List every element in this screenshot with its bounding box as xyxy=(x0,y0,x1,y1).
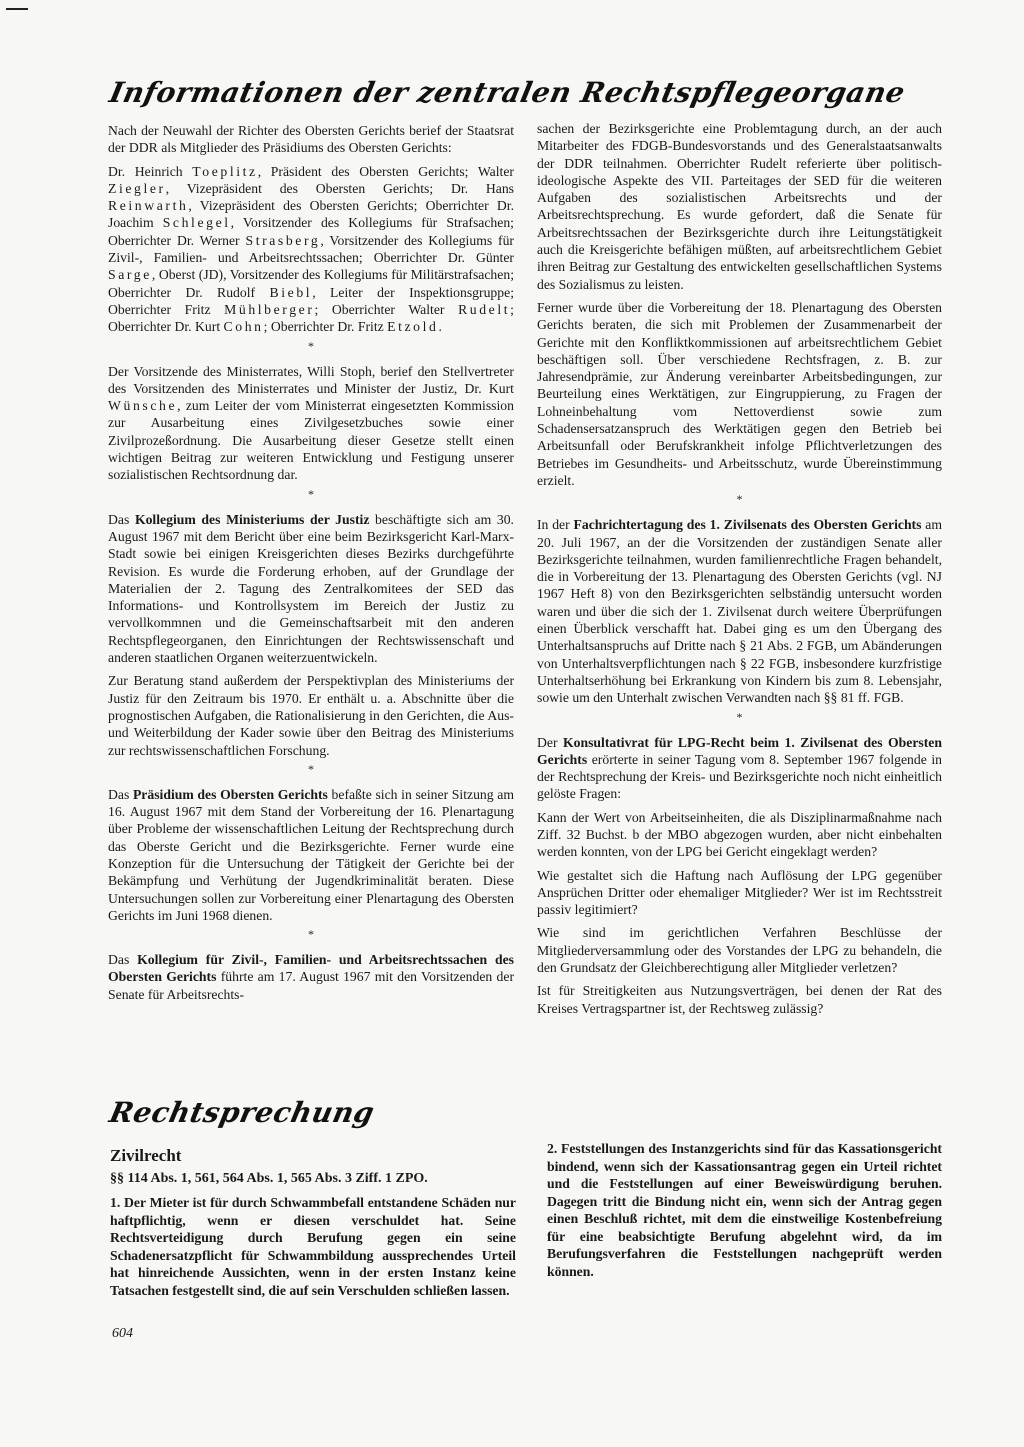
paragraph-plenary-preparation: Ferner wurde über die Vorbereitung der 18. Plenartagung des Obersten Gerichts beraten, die sich mit Problemen der Zusammenarbeit der Gerichte mit den Konfliktkommissionen auf arbeitsrechtlichem Gebiet beschäftigen soll. Über verschiedene Rechtsfragen, z. B. zur Jahresendprämie, zur Änderung vereinbarter Arbeitsbedingungen, zur Beurteilung eines Werktätigen, zur Eingruppierung, zu Fragen der Lohneinbehaltung vom Nettoverdienst sowie zum Schadensersatzanspruch des Werktätigen gegen den Betrieb bei Arbeitsunfall oder Berufskrankheit infolge Pflichtverletzungen des Betriebes im Gesundheits- und Arbeitsschutz, wurde Übereinstimmung erzielt. xyxy=(537,299,942,488)
question-item: Wie gestaltet sich die Haftung nach Auflösung der LPG gegenüber Ansprüchen Dritter oder ehemaliger Mitglieder? Wer ist im Rechtsstreit passiv legitimiert? xyxy=(537,867,942,918)
right-column xyxy=(537,120,942,1017)
paragraph-labour-law-collegium: Das Kollegium für Zivil-, Familien- und Arbeitsrechtssachen des Obersten Gerichts führte am 17. August 1967 mit den Vorsitzenden der Senate für Arbeitsrechts- xyxy=(108,952,515,1002)
ruling-headnote-2: 2. Feststellungen des Instanzgerichts sind für das Kassationsgericht bindend, wenn sich der Kassationsantrag gegen ein Urteil richtet und die Feststellungen auf einer Beweiswürdigung beruhen. Dagegen tritt die Bindung nicht ein, wenn sich der Antrag gegen einen Beschluß richtet, mit dem die einstweilige Kostenbefreiung für eine beabsichtigte Berufung abgelehnt wird, da im Berufungsverfahren die Feststellungen nachgeprüft werden können. xyxy=(547,1141,942,1279)
ruling-statute-references: §§ 114 Abs. 1, 561, 564 Abs. 1, 565 Abs. 3 Ziff. 1 ZPO. xyxy=(110,1171,428,1186)
paragraph-supreme-court-presidium: Das Präsidium des Obersten Gerichts befaßte sich in seiner Sitzung am 16. August 1967 mit dem Stand der Vorbereitung der 16. Plenartagung über Probleme der wissenschaftlichen Leitung der Rechtsprechung durch das Oberste Gericht und die Bezirksgerichte. Ferner wurde eine Konzeption für die Untersuchung der Tätigkeit der Gerichte bei der Bekämpfung und Verhütung der Jugendkriminalität beraten. Diese Untersuchungen sollen zur Vorbereitung einer Plenartagung des Obersten Gerichts im Juni 1968 dienen. xyxy=(108,786,514,923)
section-separator: * xyxy=(736,709,743,724)
question-item: Kann der Wert von Arbeitseinheiten, die als Disziplinarmaßnahme nach Ziff. 32 Buchst. b der MBO abgezogen wurden, aber nicht einbehalten werden konnten, von der LPG bei Gericht eingeklagt werden? xyxy=(537,809,942,860)
question-item: Ist für Streitigkeiten aus Nutzungsverträgen, bei denen der Rat des Kreises Vertragspartner ist, der Rechtsweg zulässig? xyxy=(537,983,942,1016)
section-separator: * xyxy=(736,492,743,507)
left-column xyxy=(108,122,514,1003)
ruling-subtitle: Zivilrecht xyxy=(110,1146,182,1165)
paragraph-perspective-plan: Zur Beratung stand außerdem der Perspektivplan des Ministeriums der Justiz für den Zeitraum bis 1970. Er enthält u. a. Abschnitte über die prognostischen Aufgaben, die Rationalisierung in den Gerichten, die Aus- und Weiterbildung der Kader sowie über den Beitrag des Ministeriums zur rechtswissenschaftlichen Forschung. xyxy=(108,673,514,758)
page-number: 604 xyxy=(112,1326,133,1341)
ruling-headnote-1: 1. Der Mieter ist für durch Schwammbefall entstandene Schäden nur haftpflichtig, wenn er diesen verschuldet hat. Seine Rechtsverteidigung durch Berufung gegen ein seine Schadenersatzpflicht für Schwammbildung aussprechendes Urteil hat hinreichende Aussichten, wenn in der ersten Instanz keine Tatsachen festgestellt sind, die auf sein Verschulden schließen lassen. xyxy=(110,1195,516,1298)
paragraph-presidium-members-intro: Nach der Neuwahl der Richter des Obersten Gerichts berief der Staatsrat der DDR als Mitglieder des Präsidiums des Obersten Gerichts: xyxy=(108,123,514,156)
section-separator: * xyxy=(308,761,314,776)
paragraph-presidium-members-list: Dr. Heinrich Toeplitz, Präsident des Obersten Gerichts; Walter Ziegler, Vizepräsident des Obersten Gerichts; Dr. Hans Reinwarth, Vizepräsident des Obersten Gerichts; Oberrichter Dr. Joachim Schlegel, Vorsitzender des Kollegiums für Strafsachen; Oberrichter Dr. Werner Strasberg, Vorsitzender des Kollegiums für Zivil-, Familien- und Arbeitsrechtssachen; Oberrichter Dr. Günter Sarge, Oberst (JD), Vorsitzender des Kollegiums für Militärstrafsachen; Oberrichter Dr. Rudolf Biebl, Leiter der Inspektionsgruppe; Oberrichter Fritz Mühlberger; Oberrichter Walter Rudelt; Oberrichter Dr. Kurt Cohn; Oberrichter Dr. Fritz Etzold. xyxy=(108,163,514,335)
section-separator: * xyxy=(308,927,314,942)
section-separator: * xyxy=(308,338,314,353)
question-item: Wie sind im gerichtlichen Verfahren Beschlüsse der Mitgliederversammlung oder des Vorstandes der LPG zu behandeln, die den Grundsatz der Gleichberechtigung aller Mitglieder verletzen? xyxy=(537,925,942,976)
ruling-left-column xyxy=(110,1146,516,1299)
paragraph-civil-senate-conference: In der Fachrichtertagung des 1. Zivilsenats des Obersten Gerichts am 20. Juli 1967, an der die Vorsitzenden der zuständigen Senate aller Bezirksgerichte teilnahmen, wurden familienrechtliche Fragen behandelt, die in Vorbereitung der 13. Plenartagung des Obersten Gerichts (vgl. NJ 1967 Heft 8) von den Bezirksgerichten selbständig untersucht worden waren und über die sich der 1. Zivilsenat durch weitere Überprüfungen einen Überblick verschafft hat. Dabei ging es um den Übergang des Unterhaltsanspruchs auf Dritte nach § 21 Abs. 2 FGB, um Abänderungen von Unterhaltsverpflichtungen nach § 22 FGB, insbesondere kurzfristige Unterhaltserhöhung bei Erkrankung von Kindern bis zum 8. Lebensjahr, sowie um den Unterhalt zwischen Verwandten nach §§ 81 ff. FGB. xyxy=(537,517,942,706)
paragraph-civil-code-commission: Der Vorsitzende des Ministerrates, Willi Stoph, berief den Stellvertreter des Vorsitzenden des Ministerrates und Minister der Justiz, Dr. Kurt Wünsche, zum Leiter der vom Ministerrat eingesetzten Kommission zur Ausarbeitung eines Zivilgesetzbuches sowie einer Zivilprozeßordnung. Die Ausarbeitung dieser Gesetze stellt einen wichtigen Beitrag zur weiteren Entwicklung und Festigung unserer sozialistischen Rechtsordnung dar. xyxy=(108,363,514,483)
paragraph-labour-law-conference: sachen der Bezirksgerichte eine Problemtagung durch, an der auch Mitarbeiter des FDGB-Bundesvorstands und des Generalstaatsanwalts der DDR teilnahmen. Oberrichter Rudelt referierte über politisch-ideologische Aspekte des VII. Parteitages der SED für die weiteren Aufgaben des sozialistischen Arbeitsrechts und der Arbeitsrechtsprechung. Es wurde gefordert, daß die Senate für Arbeitsrechtssachen der Bezirksgerichte durch ihre Leitungstätigkeit auch die Kreisgerichte befähigen müßten, auf arbeitsrechtlichem Gebiet ihren Beitrag zur Gestaltung des entwickelten gesellschaftlichen Systems des Sozialismus zu leisten. xyxy=(537,121,942,292)
corner-mark xyxy=(6,8,28,10)
paragraph-lpg-council: Der Konsultativrat für LPG-Recht beim 1. Zivilsenat des Obersten Gerichts erörterte in seiner Tagung vom 8. September 1967 folgende in der Rechtsprechung der Kreis- und Bezirksgerichte noch nicht einheitlich gelöste Fragen: xyxy=(537,734,942,802)
ruling-right-column xyxy=(547,1140,942,1280)
paragraph-justice-ministry-collegium: Das Kollegium des Ministeriums der Justiz beschäftigte sich am 30. August 1967 mit dem Bericht über eine beim Bezirksgericht Karl-Marx-Stadt sowie bei einigen Kreisgerichten dieses Bezirks durchgeführte Revision. Es wurde die Forderung erhoben, auf der Grundlage der Materialien der 2. Tagung des Zentralkomitees der SED das Informations- und Kontrollsystem im Bereich der Justiz zu vervollkommnen und die Gemeinschaftsarbeit mit den anderen Rechtspflegeorganen, den Einrichtungen der Rechtswissenschaft und anderen staatlichen Organen weiterzuentwickeln. xyxy=(108,511,514,666)
section-separator: * xyxy=(308,486,314,501)
section-heading: Rechtsprechung xyxy=(106,1096,378,1129)
main-heading: Informationen der zentralen Rechtspflegeorgane xyxy=(106,76,909,109)
